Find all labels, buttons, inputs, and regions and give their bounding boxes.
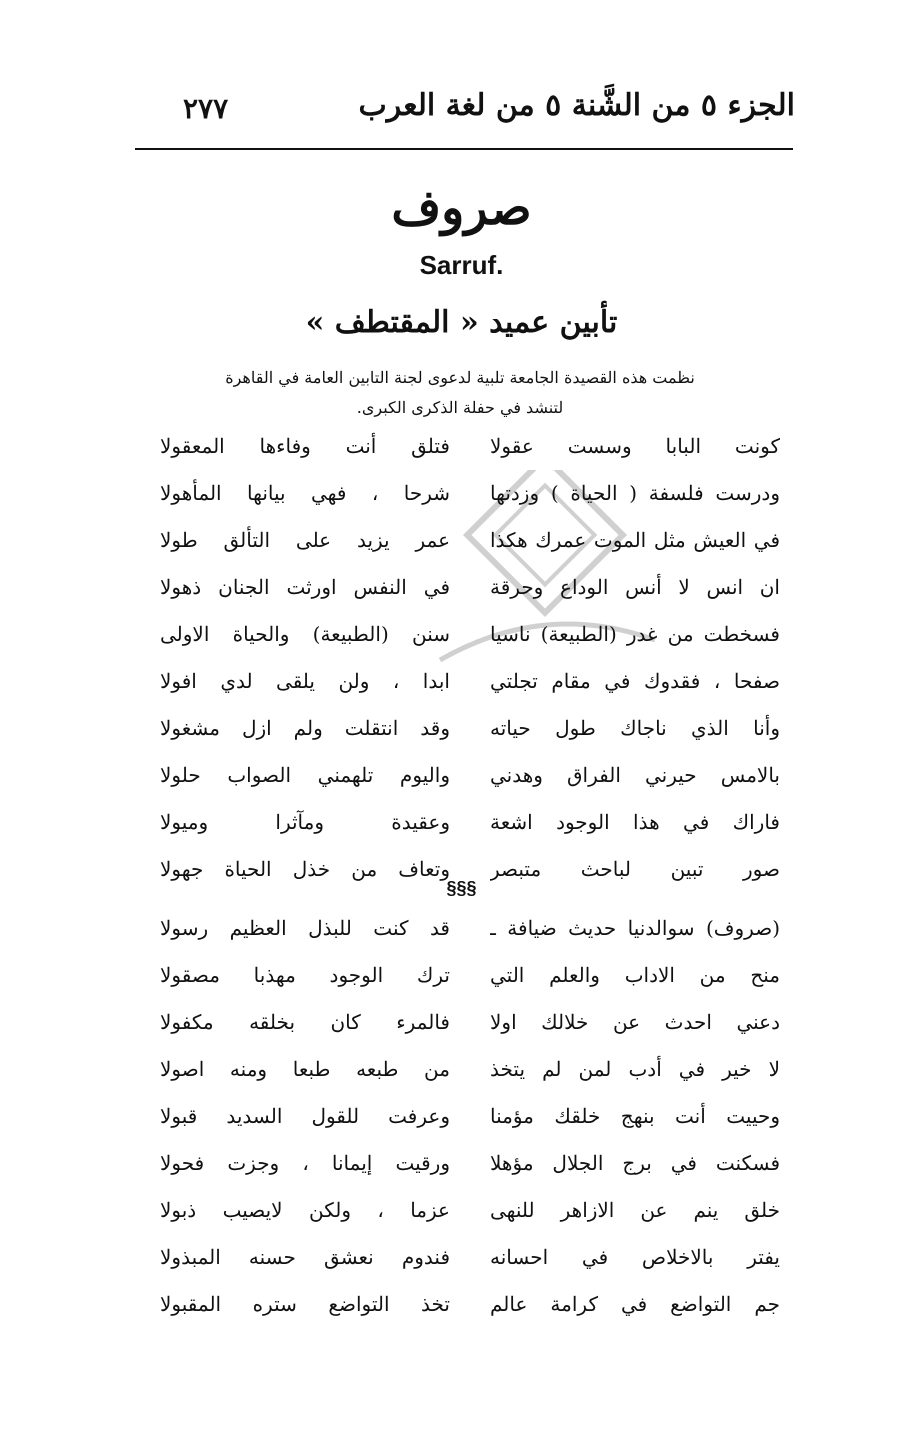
verse-first-hemistich: ودرست فلسفة ( الحياة ) وزدتها — [490, 481, 780, 505]
verse-first-hemistich: بالامس حيرني الفراق وهدني — [490, 763, 780, 787]
verse-first-hemistich: كونت البابا وسست عقولا — [490, 434, 780, 458]
running-header — [135, 60, 795, 150]
verse-first-hemistich: في العيش مثل الموت عمرك هكذا — [490, 528, 780, 552]
verse — [160, 1046, 780, 1093]
verse-first-hemistich: فسكنت في برج الجلال مؤهلا — [490, 1151, 780, 1175]
verse-first-hemistich: منح من الاداب والعلم التي — [490, 963, 780, 987]
verse-first-hemistich: وحييت أنت بنهج خلقك مؤمنا — [490, 1104, 780, 1128]
verse — [160, 423, 780, 470]
verse-first-hemistich: صور تبين لباحث متبصر — [490, 857, 780, 881]
verse-second-hemistich: عمر يزيد على التألق طولا — [160, 528, 450, 552]
verse — [160, 1140, 780, 1187]
verse-second-hemistich: وعرفت للقول السديد قبولا — [160, 1104, 450, 1128]
verse-second-hemistich: فتلق أنت وفاءها المعقولا — [160, 434, 450, 458]
verse — [160, 705, 780, 752]
verse-first-hemistich: دعني احدث عن خلالك اولا — [490, 1010, 780, 1034]
verse-first-hemistich: فسخطت من غدر (الطبيعة) ناسيا — [490, 622, 780, 646]
verse-second-hemistich: وعقيدة ومآثرا وميولا — [160, 810, 450, 834]
verse-second-hemistich: ترك الوجود مهذبا مصقولا — [160, 963, 450, 987]
verse-first-hemistich: يفتر بالاخلاص في احسانه — [490, 1245, 780, 1269]
poem-part-1 — [160, 423, 780, 893]
article-title-arabic: صروف — [391, 180, 532, 236]
verse-second-hemistich: ابدا ، ولن يلقى لدي افولا — [160, 669, 450, 693]
verse — [160, 752, 780, 799]
section-separator: §§§ — [446, 878, 477, 898]
verse-first-hemistich: صفحا ، فقدوك في مقام تجلتي — [490, 669, 780, 693]
verse-second-hemistich: في النفس اورثت الجنان ذهولا — [160, 575, 450, 599]
verse-first-hemistich: خلق ينم عن الازاهر للنهى — [490, 1198, 780, 1222]
verse — [160, 658, 780, 705]
article-subtitle: تأبين عميد « المقتطف » — [305, 305, 618, 340]
article-title-latin: Sarruf. — [419, 250, 504, 280]
verse — [160, 1187, 780, 1234]
verse — [160, 611, 780, 658]
verse-second-hemistich: شرحا ، فهي بيانها المأهولا — [160, 481, 450, 505]
page-number: ٢٧٧ — [183, 92, 229, 125]
verse-second-hemistich: سنن (الطبيعة) والحياة الاولى — [160, 622, 450, 646]
verse-second-hemistich: ورقيت إيمانا ، وجزت فحولا — [160, 1151, 450, 1175]
verse-second-hemistich: فندوم نعشق حسنه المبذولا — [160, 1245, 450, 1269]
verse-second-hemistich: من طبعه طبعا ومنه اصولا — [160, 1057, 450, 1081]
header-title: الجزء ٥ من الشَّنة ٥ من لغة العرب — [358, 88, 795, 123]
verse — [160, 1234, 780, 1281]
verse — [160, 952, 780, 999]
verse — [160, 999, 780, 1046]
verse — [160, 1093, 780, 1140]
verse-second-hemistich: وتعاف من خذل الحياة جهولا — [160, 857, 450, 881]
verse — [160, 470, 780, 517]
header-rule — [135, 148, 793, 150]
verse-first-hemistich: ان انس لا أنس الوداع وحرقة — [490, 575, 780, 599]
verse-first-hemistich: لا خير في أدب لمن لم يتخذ — [490, 1057, 780, 1081]
intro-line-2: لتنشد في حفلة الذكرى الكبرى. — [356, 398, 564, 417]
verse-second-hemistich: واليوم تلهمني الصواب حلولا — [160, 763, 450, 787]
verse — [160, 517, 780, 564]
verse — [160, 1281, 780, 1328]
verse-second-hemistich: فالمرء كان بخلقه مكفولا — [160, 1010, 450, 1034]
verse-first-hemistich: جم التواضع في كرامة عالم — [490, 1292, 780, 1316]
verse-second-hemistich: قد كنت للبذل العظيم رسولا — [160, 916, 450, 940]
verse-second-hemistich: تخذ التواضع ستره المقبولا — [160, 1292, 450, 1316]
verse-first-hemistich: (صروف) سوالدنيا حديث ضيافة ـ — [490, 916, 780, 940]
verse-second-hemistich: عزما ، ولكن لايصيب ذبولا — [160, 1198, 450, 1222]
poem-part-2 — [160, 905, 780, 1328]
verse-first-hemistich: وأنا الذي ناجاك طول حياته — [490, 716, 780, 740]
verse — [160, 905, 780, 952]
intro-line-1: نظمت هذه القصيدة الجامعة تلبية لدعوى لجنة التابين العامة في القاهرة — [225, 368, 695, 387]
verse-second-hemistich: وقد انتقلت ولم ازل مشغولا — [160, 716, 450, 740]
verse-first-hemistich: فاراك في هذا الوجود اشعة — [490, 810, 780, 834]
verse — [160, 564, 780, 611]
verse — [160, 799, 780, 846]
